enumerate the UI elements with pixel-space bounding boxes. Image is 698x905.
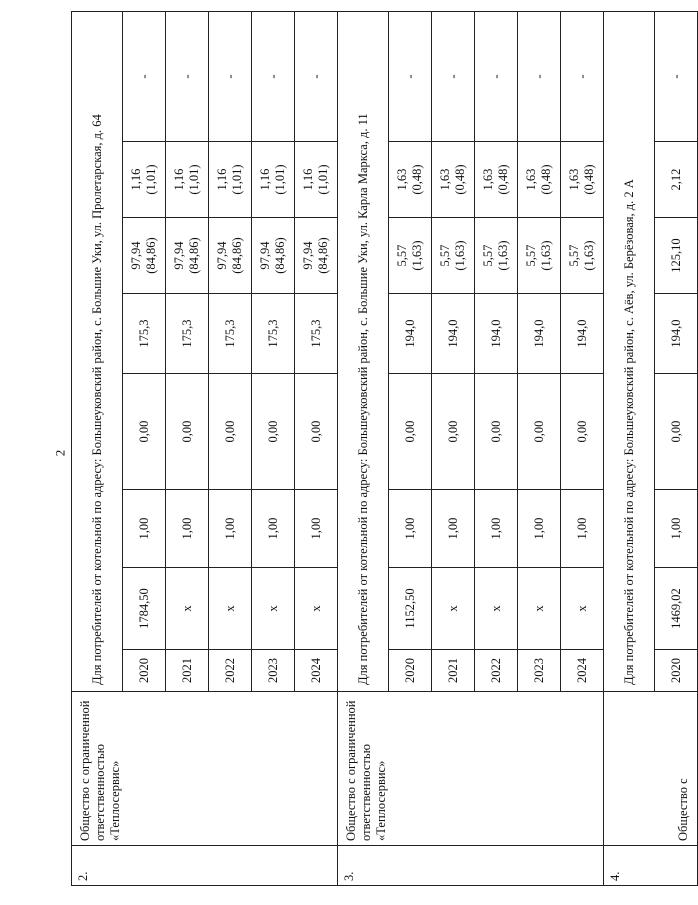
- specific-consumption-cell: 175,3: [295, 294, 338, 374]
- year-cell: 2023: [252, 650, 295, 692]
- quality-secondary: (0,48): [539, 164, 553, 195]
- year-cell: 2020: [123, 650, 166, 692]
- index-cell: 1,00: [295, 490, 338, 568]
- efficiency-cell: -: [655, 11, 698, 141]
- quality-cell: [123, 142, 166, 218]
- reliability-cell: [209, 218, 252, 294]
- reliability-secondary: (1,63): [453, 240, 467, 271]
- reliability-secondary: (84,86): [144, 237, 158, 274]
- quality-value: 1,16: [258, 168, 272, 191]
- tariff-table: [71, 11, 698, 886]
- consumer-address: Для потребителей от котельной по адресу: Большеуковский район, с. Большие Уки, ул. Карла Маркса, д. 11: [338, 11, 389, 691]
- index-cell: 1,00: [166, 490, 209, 568]
- specific-consumption-cell: 194,0: [655, 294, 698, 374]
- loss-cell: 0,00: [432, 374, 475, 490]
- base-value-cell: x: [518, 568, 561, 650]
- base-value-cell: x: [561, 568, 604, 650]
- reliability-secondary: (1,63): [582, 240, 596, 271]
- reliability-value: 97,94: [129, 241, 143, 270]
- reliability-value: 97,94: [172, 241, 186, 270]
- loss-cell: 0,00: [209, 374, 252, 490]
- loss-cell: 0,00: [123, 374, 166, 490]
- year-cell: 2024: [295, 650, 338, 692]
- quality-cell: [518, 142, 561, 218]
- consumer-address: Для потребителей от котельной по адресу: Большеуковский район, с. Аёв, ул. Берёзовая, д. 2 А: [604, 11, 655, 691]
- quality-secondary: (0,48): [453, 164, 467, 195]
- reliability-cell: [252, 218, 295, 294]
- organization-name: Общество с ограниченной ответственностью «Теплосервис»: [338, 692, 604, 846]
- reliability-value: 5,57: [395, 244, 409, 267]
- base-value-cell: x: [432, 568, 475, 650]
- specific-consumption-cell: 194,0: [389, 294, 432, 374]
- base-value-cell: x: [475, 568, 518, 650]
- reliability-cell: [389, 218, 432, 294]
- quality-value: 1,16: [129, 168, 143, 191]
- reliability-cell: [166, 218, 209, 294]
- reliability-secondary: (84,86): [230, 237, 244, 274]
- reliability-secondary: (84,86): [273, 237, 287, 274]
- index-cell: 1,00: [561, 490, 604, 568]
- quality-cell: [252, 142, 295, 218]
- quality-cell: [655, 142, 698, 218]
- quality-cell: [475, 142, 518, 218]
- loss-cell: 0,00: [475, 374, 518, 490]
- efficiency-cell: -: [209, 11, 252, 141]
- reliability-value: 97,94: [301, 241, 315, 270]
- table-body: [72, 11, 698, 885]
- efficiency-cell: -: [561, 11, 604, 141]
- efficiency-cell: -: [166, 11, 209, 141]
- reliability-secondary: (1,63): [539, 240, 553, 271]
- quality-secondary: (0,48): [582, 164, 596, 195]
- organization-name: Общество с ограниченной ответственностью «Теплосервис»: [72, 692, 338, 846]
- base-value-cell: x: [209, 568, 252, 650]
- year-cell: 2022: [475, 650, 518, 692]
- specific-consumption-cell: 175,3: [209, 294, 252, 374]
- loss-cell: 0,00: [655, 374, 698, 490]
- quality-secondary: (1,01): [230, 164, 244, 195]
- quality-cell: [432, 142, 475, 218]
- reliability-cell: [123, 218, 166, 294]
- page-number-text: 2: [52, 449, 67, 457]
- reliability-secondary: (84,86): [187, 237, 201, 274]
- efficiency-cell: -: [252, 11, 295, 141]
- reliability-cell: [432, 218, 475, 294]
- year-cell: 2020: [389, 650, 432, 692]
- year-cell: 2020: [655, 650, 698, 692]
- quality-secondary: (1,01): [273, 164, 287, 195]
- reliability-secondary: (1,63): [410, 240, 424, 271]
- reliability-secondary: (84,86): [316, 237, 330, 274]
- quality-value: 1,63: [567, 168, 581, 191]
- quality-value: 1,63: [395, 168, 409, 191]
- quality-secondary: (1,01): [316, 164, 330, 195]
- index-cell: 1,00: [518, 490, 561, 568]
- quality-value: 1,63: [524, 168, 538, 191]
- specific-consumption-cell: 194,0: [432, 294, 475, 374]
- base-value-cell: 1152,50: [389, 568, 432, 650]
- rotated-table-region: [71, 52, 690, 886]
- base-value-cell: x: [166, 568, 209, 650]
- page-number: [52, 448, 67, 458]
- reliability-value: 5,57: [524, 244, 538, 267]
- loss-cell: 0,00: [389, 374, 432, 490]
- consumer-address: Для потребителей от котельной по адресу: Большеуковский район, с. Большие Уки, ул. Пролетарская, д. 64: [72, 11, 123, 691]
- year-cell: 2024: [561, 650, 604, 692]
- year-cell: 2022: [209, 650, 252, 692]
- efficiency-cell: -: [518, 11, 561, 141]
- row-number: 2.: [72, 846, 338, 886]
- index-cell: 1,00: [209, 490, 252, 568]
- reliability-value: 97,94: [215, 241, 229, 270]
- quality-secondary: (1,01): [144, 164, 158, 195]
- quality-secondary: (0,48): [496, 164, 510, 195]
- row-number: 4.: [604, 846, 698, 886]
- quality-cell: [166, 142, 209, 218]
- reliability-cell: [655, 218, 698, 294]
- section-header-row: [338, 11, 389, 885]
- base-value-cell: x: [295, 568, 338, 650]
- row-number: 3.: [338, 846, 604, 886]
- specific-consumption-cell: 175,3: [166, 294, 209, 374]
- year-cell: 2021: [166, 650, 209, 692]
- quality-value: 1,63: [481, 168, 495, 191]
- efficiency-cell: -: [475, 11, 518, 141]
- base-value-cell: 1469,02: [655, 568, 698, 650]
- loss-cell: 0,00: [252, 374, 295, 490]
- quality-cell: [209, 142, 252, 218]
- quality-cell: [389, 142, 432, 218]
- quality-cell: [561, 142, 604, 218]
- loss-cell: 0,00: [166, 374, 209, 490]
- reliability-value: 5,57: [438, 244, 452, 267]
- reliability-cell: [561, 218, 604, 294]
- specific-consumption-cell: 194,0: [518, 294, 561, 374]
- quality-value: 1,63: [438, 168, 452, 191]
- specific-consumption-cell: 194,0: [475, 294, 518, 374]
- section-header-row: [72, 11, 123, 885]
- index-cell: 1,00: [432, 490, 475, 568]
- index-cell: 1,00: [475, 490, 518, 568]
- organization-name: Общество с: [604, 692, 698, 846]
- reliability-value: 5,57: [481, 244, 495, 267]
- reliability-cell: [518, 218, 561, 294]
- index-cell: 1,00: [123, 490, 166, 568]
- specific-consumption-cell: 175,3: [123, 294, 166, 374]
- reliability-cell: [295, 218, 338, 294]
- efficiency-cell: -: [295, 11, 338, 141]
- loss-cell: 0,00: [561, 374, 604, 490]
- reliability-value: 5,57: [567, 244, 581, 267]
- efficiency-cell: -: [432, 11, 475, 141]
- reliability-cell: [475, 218, 518, 294]
- specific-consumption-cell: 194,0: [561, 294, 604, 374]
- efficiency-cell: -: [123, 11, 166, 141]
- loss-cell: 0,00: [518, 374, 561, 490]
- quality-value: 1,16: [172, 168, 186, 191]
- year-cell: 2021: [432, 650, 475, 692]
- reliability-value: 125,10: [668, 238, 683, 273]
- base-value-cell: x: [252, 568, 295, 650]
- quality-value: 1,16: [301, 168, 315, 191]
- specific-consumption-cell: 175,3: [252, 294, 295, 374]
- efficiency-cell: -: [389, 11, 432, 141]
- quality-cell: [295, 142, 338, 218]
- index-cell: 1,00: [655, 490, 698, 568]
- loss-cell: 0,00: [295, 374, 338, 490]
- section-header-row: [604, 11, 655, 885]
- index-cell: 1,00: [252, 490, 295, 568]
- quality-secondary: (1,01): [187, 164, 201, 195]
- quality-secondary: (0,48): [410, 164, 424, 195]
- tariff-table-canvas: [71, 52, 690, 886]
- index-cell: 1,00: [389, 490, 432, 568]
- year-cell: 2023: [518, 650, 561, 692]
- base-value-cell: 1784,50: [123, 568, 166, 650]
- reliability-secondary: (1,63): [496, 240, 510, 271]
- quality-value: 1,16: [215, 168, 229, 191]
- reliability-value: 97,94: [258, 241, 272, 270]
- quality-value: 2,12: [668, 168, 683, 191]
